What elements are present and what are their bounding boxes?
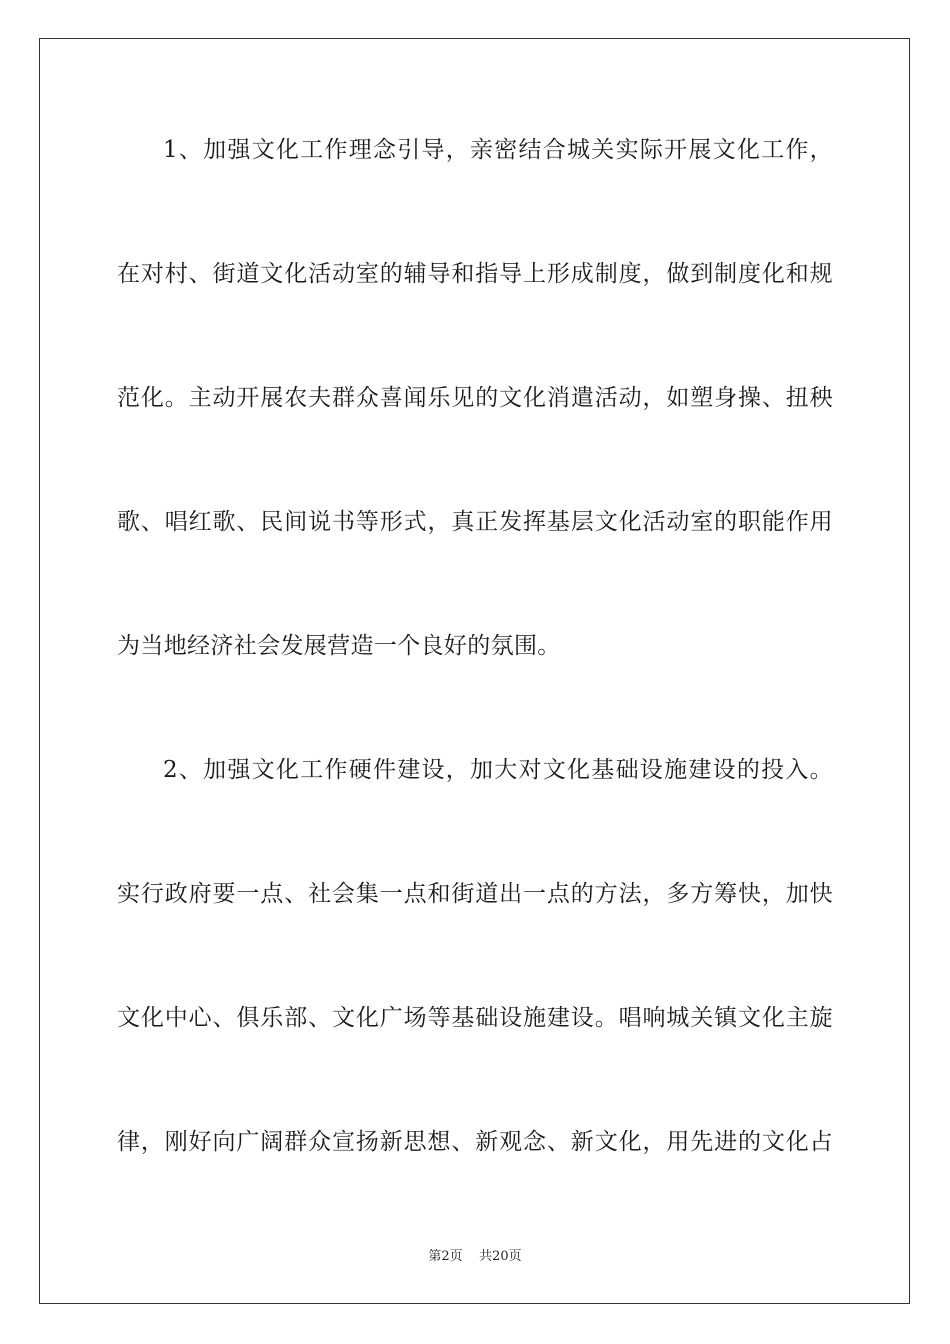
page-number: 第2页 bbox=[428, 1249, 463, 1264]
paragraph-2-line-1: 2、加强文化工作硬件建设，加大对文化基础设施建设的投入。 bbox=[163, 757, 833, 783]
paragraph-2-line-3: 文化中心、俱乐部、文化广场等基础设施建设。唱响城关镇文化主旋 bbox=[117, 1005, 833, 1031]
paragraph-2-line-4: 律，刚好向广阔群众宣扬新思想、新观念、新文化，用先进的文化占 bbox=[117, 1129, 833, 1155]
paragraph-2-line-2: 实行政府要一点、社会集一点和街道出一点的方法，多方筹快，加快 bbox=[117, 881, 833, 907]
paragraph-1-line-2: 在对村、街道文化活动室的辅导和指导上形成制度，做到制度化和规 bbox=[117, 261, 833, 287]
paragraph-1-line-3: 范化。主动开展农夫群众喜闻乐见的文化消遣活动，如塑身操、扭秧 bbox=[117, 385, 833, 411]
paragraph-1-line-4: 歌、唱红歌、民间说书等形式，真正发挥基层文化活动室的职能作用 bbox=[117, 509, 833, 535]
total-pages: 共20页 bbox=[479, 1249, 522, 1264]
paragraph-1-line-1: 1、加强文化工作理念引导，亲密结合城关实际开展文化工作， bbox=[163, 137, 833, 163]
paragraph-1-line-5: 为当地经济社会发展营造一个良好的氛围。 bbox=[117, 633, 561, 659]
page-border bbox=[39, 38, 910, 1304]
page-footer bbox=[0, 1248, 950, 1266]
